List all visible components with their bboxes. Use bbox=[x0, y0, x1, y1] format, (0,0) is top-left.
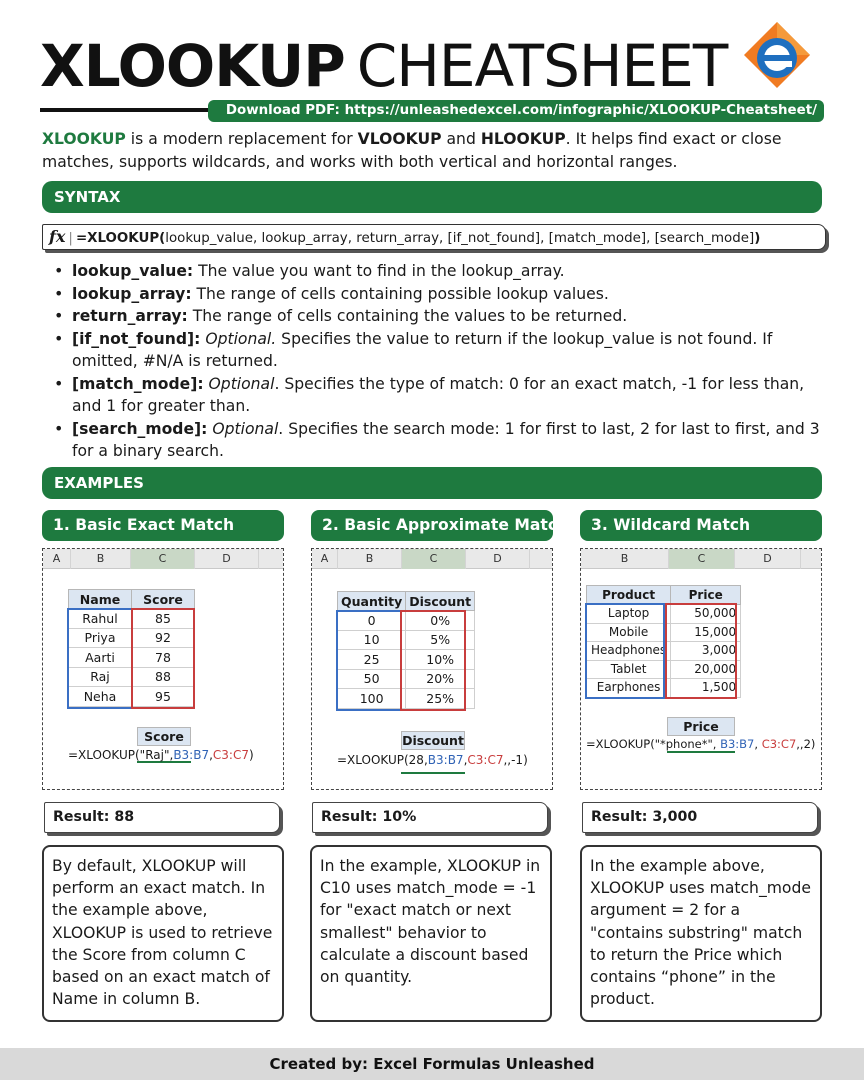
table-row bbox=[69, 648, 195, 668]
column-header: C bbox=[131, 549, 195, 569]
example-3-result: Result: 3,000 bbox=[582, 802, 818, 833]
table-cell: 20,000 bbox=[671, 660, 741, 679]
column-header: B bbox=[338, 549, 402, 569]
table-row bbox=[69, 628, 195, 648]
download-pdf-banner[interactable]: Download PDF: https://unleashedexcel.com/infographic/XLOOKUP-Cheatsheet/ bbox=[208, 100, 824, 122]
excel-unleashed-logo-icon bbox=[742, 20, 812, 90]
output-header: Score bbox=[137, 727, 191, 746]
table-cell: 92 bbox=[132, 628, 195, 648]
formula-lookup: 28 bbox=[408, 753, 424, 767]
argument-optional: Optional bbox=[207, 419, 279, 438]
argument-text: The range of cells containing possible lookup values. bbox=[191, 284, 609, 303]
argument-text: Specifies the value to return if the lookup_value is not found. If omitted, #N/A is returned. bbox=[72, 329, 773, 370]
table-row bbox=[587, 660, 741, 679]
table-row bbox=[587, 642, 741, 661]
table-row bbox=[587, 623, 741, 642]
table-cell: 1,500 bbox=[671, 679, 741, 698]
table-row bbox=[338, 669, 475, 689]
table-cell: Laptop bbox=[587, 605, 671, 624]
table-cell: 100 bbox=[338, 689, 406, 709]
example-1-sheet bbox=[42, 548, 284, 790]
example-2-result: Result: 10% bbox=[312, 802, 548, 833]
column-header: C bbox=[402, 549, 466, 569]
formula-comma: , bbox=[423, 753, 428, 767]
argument-name: [match_mode]: bbox=[72, 374, 204, 393]
footer-credit: Created by: Excel Formulas Unleashed bbox=[0, 1048, 864, 1080]
formula-lookup-range: B3:B7 bbox=[720, 737, 755, 751]
example-3-sheet bbox=[580, 548, 822, 790]
formula-comma: , bbox=[209, 748, 213, 762]
argument-item bbox=[52, 373, 822, 418]
output-header: Discount bbox=[402, 733, 464, 748]
table-row bbox=[587, 679, 741, 698]
column-header-row bbox=[43, 549, 283, 569]
table-cell: Tablet bbox=[587, 660, 671, 679]
table-cell: 15,000 bbox=[671, 623, 741, 642]
example-2-description: In the example, XLOOKUP in C10 uses match_mode = -1 for "exact match or next smallest" behavior to calculate a discount based on quantity. bbox=[310, 845, 552, 1022]
table-cell: 78 bbox=[132, 648, 195, 668]
table-cell: Raj bbox=[69, 667, 132, 687]
table-cell: 3,000 bbox=[671, 642, 741, 661]
table-row bbox=[338, 630, 475, 650]
column-header: A bbox=[43, 549, 71, 569]
formula-end: ,,2) bbox=[796, 737, 816, 751]
fx-separator: | bbox=[68, 231, 73, 246]
table-header: Quantity bbox=[338, 592, 406, 611]
title-xlookup: XLOOKUP bbox=[40, 32, 345, 100]
syntax-suffix: ) bbox=[754, 231, 761, 246]
formula-comma: , bbox=[169, 748, 174, 762]
table-cell: Mobile bbox=[587, 623, 671, 642]
intro-xlookup: XLOOKUP bbox=[42, 130, 126, 148]
example-formula bbox=[586, 737, 815, 751]
syntax-heading: SYNTAX bbox=[42, 181, 822, 213]
column-header: D bbox=[466, 549, 530, 569]
table-cell: Rahul bbox=[69, 609, 132, 629]
argument-item bbox=[52, 418, 822, 463]
argument-text: The range of cells containing the values to be returned. bbox=[187, 307, 628, 325]
table-cell: Priya bbox=[69, 628, 132, 648]
formula-start: =XLOOKUP( bbox=[337, 753, 409, 767]
intro-text-1: is a modern replacement for bbox=[125, 130, 358, 148]
column-header: D bbox=[735, 549, 801, 569]
table-header: Name bbox=[69, 590, 132, 609]
table-row bbox=[587, 605, 741, 624]
argument-text: . Specifies the type of match: 0 for an exact match, -1 for less than, and 1 for greater than. bbox=[72, 374, 805, 415]
table-cell: 85 bbox=[132, 609, 195, 629]
table-cell: 88 bbox=[132, 667, 195, 687]
formula-start: =XLOOKUP( bbox=[68, 748, 140, 762]
table-cell: Aarti bbox=[69, 648, 132, 668]
formula-comma: , bbox=[712, 737, 721, 751]
formula-return-range: C3:C7 bbox=[761, 737, 797, 751]
column-header-row bbox=[581, 549, 821, 569]
table-row bbox=[338, 689, 475, 709]
example-2-sheet bbox=[311, 548, 553, 790]
argument-name: return_array: bbox=[72, 307, 188, 325]
intro-vlookup: VLOOKUP bbox=[357, 130, 442, 148]
formula-lookup-range: B3:B7 bbox=[427, 753, 464, 767]
argument-text: . Specifies the search mode: 1 for first to last, 2 for last to first, and 3 for a binary search. bbox=[72, 419, 820, 460]
formula-lookup-range: B3:B7 bbox=[173, 748, 210, 762]
column-header: C bbox=[669, 549, 735, 569]
intro-and: and bbox=[441, 130, 481, 148]
argument-optional: Optional bbox=[203, 374, 275, 393]
example-formula bbox=[337, 753, 528, 767]
argument-list bbox=[52, 260, 822, 463]
table-row bbox=[338, 611, 475, 631]
argument-name: lookup_value: bbox=[72, 262, 194, 280]
title-cheatsheet: CHEATSHEET bbox=[356, 32, 728, 100]
formula-end: ) bbox=[249, 748, 254, 762]
data-table bbox=[586, 585, 741, 698]
examples-heading: EXAMPLES bbox=[42, 467, 822, 499]
argument-item bbox=[52, 305, 822, 328]
table-cell: 10% bbox=[406, 650, 475, 670]
formula-start: =XLOOKUP( bbox=[586, 737, 655, 751]
argument-name: lookup_array: bbox=[72, 284, 192, 303]
data-table bbox=[337, 591, 475, 709]
column-header-row bbox=[312, 549, 552, 569]
syntax-args: lookup_value, lookup_array, return_array, [if_not_found], [match_mode], [search_mode] bbox=[165, 231, 755, 246]
table-cell: 0 bbox=[338, 611, 406, 631]
table-cell: 25 bbox=[338, 650, 406, 670]
formula-return-range: C3:C7 bbox=[212, 748, 249, 762]
intro-text-2: . It helps find exact or close matches, supports wildcards, and works with both vertical and horizontal ranges. bbox=[42, 130, 782, 171]
table-header: Score bbox=[132, 590, 195, 609]
table-row bbox=[69, 687, 195, 707]
argument-item bbox=[52, 328, 822, 373]
column-header: B bbox=[581, 549, 669, 569]
intro-hlookup: HLOOKUP bbox=[480, 130, 566, 148]
example-3-description: In the example above, XLOOKUP uses match_mode argument = 2 for a "contains substring" match to return the Price which contains “phone” in the product. bbox=[580, 845, 822, 1022]
table-cell: 50,000 bbox=[671, 605, 741, 624]
table-cell: 10 bbox=[338, 630, 406, 650]
fx-icon: fx bbox=[49, 227, 66, 246]
formula-lookup: "Raj" bbox=[139, 748, 170, 762]
table-cell: Headphones bbox=[587, 642, 671, 661]
argument-item bbox=[52, 283, 822, 306]
output-header: Price bbox=[667, 717, 735, 736]
argument-name: [search_mode]: bbox=[72, 419, 208, 438]
example-2-title: 2. Basic Approximate Match bbox=[311, 510, 553, 541]
intro-paragraph bbox=[42, 128, 832, 174]
argument-optional: Optional. bbox=[200, 329, 277, 348]
table-row bbox=[69, 609, 195, 629]
table-header: Price bbox=[671, 586, 741, 605]
table-cell: 25% bbox=[406, 689, 475, 709]
syntax-prefix: =XLOOKUP( bbox=[75, 231, 166, 246]
table-cell: Neha bbox=[69, 687, 132, 707]
column-header: D bbox=[195, 549, 259, 569]
column-header: A bbox=[312, 549, 338, 569]
formula-comma: , bbox=[754, 737, 762, 751]
table-cell: 20% bbox=[406, 669, 475, 689]
output-cell-underline bbox=[401, 770, 465, 774]
column-header: B bbox=[71, 549, 131, 569]
argument-name: [if_not_found]: bbox=[72, 329, 201, 348]
example-1-description: By default, XLOOKUP will perform an exact match. In the example above, XLOOKUP is used to retrieve the Score from column C based on an exact match of Name in column B. bbox=[42, 845, 284, 1022]
page-title bbox=[40, 32, 727, 102]
syntax-formula-bar bbox=[42, 224, 826, 250]
table-row bbox=[338, 650, 475, 670]
table-cell: 50 bbox=[338, 669, 406, 689]
example-1-title: 1. Basic Exact Match bbox=[42, 510, 284, 541]
formula-lookup: "*phone*" bbox=[654, 737, 713, 751]
table-header: Discount bbox=[406, 592, 475, 611]
formula-return-range: C3:C7 bbox=[467, 753, 504, 767]
formula-end: ,,-1) bbox=[503, 753, 528, 767]
table-cell: 0% bbox=[406, 611, 475, 631]
table-cell: 95 bbox=[132, 687, 195, 707]
table-cell: Earphones bbox=[587, 679, 671, 698]
table-row bbox=[69, 667, 195, 687]
table-cell: 5% bbox=[406, 630, 475, 650]
example-3-title: 3. Wildcard Match bbox=[580, 510, 822, 541]
data-table bbox=[68, 589, 195, 707]
argument-text: The value you want to find in the lookup_array. bbox=[193, 262, 565, 280]
example-formula bbox=[68, 748, 254, 762]
table-header: Product bbox=[587, 586, 671, 605]
formula-comma: , bbox=[463, 753, 468, 767]
example-1-result: Result: 88 bbox=[44, 802, 280, 833]
argument-item bbox=[52, 260, 822, 283]
title-underline bbox=[40, 108, 215, 112]
